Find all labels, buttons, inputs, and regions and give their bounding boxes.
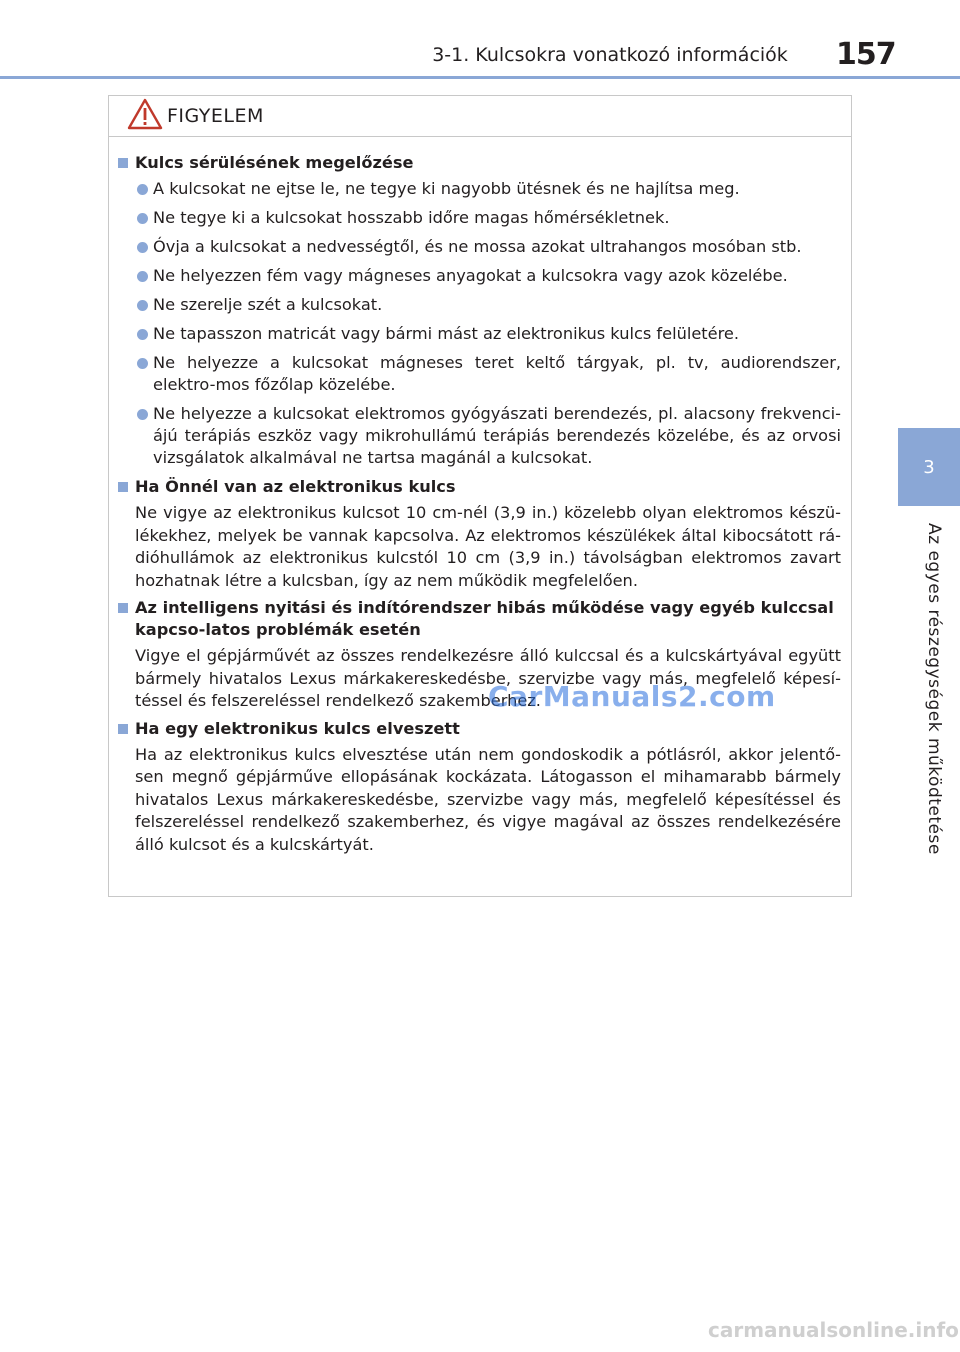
list-item: Ne szerelje szét a kulcsokat. — [109, 294, 851, 316]
page-number: 157 — [836, 37, 896, 72]
warning-content — [109, 152, 851, 861]
warning-title: FIGYELEM — [167, 105, 264, 127]
warning-box — [108, 95, 852, 897]
list-item: Ne helyezzen fém vagy mágneses anyagokat a kulcsokra vagy azok közelébe. — [109, 265, 851, 287]
list-item: A kulcsokat ne ejtse le, ne tegye ki nagyobb ütésnek és ne hajlítsa meg. — [109, 178, 851, 200]
square-bullet-icon — [118, 482, 128, 492]
circle-bullet-icon — [137, 184, 148, 195]
header-rule — [0, 76, 960, 79]
circle-bullet-icon — [137, 271, 148, 282]
section-heading: Az intelligens nyitási és indítórendszer hibás működése vagy egyéb kulccsal kapcso-latos problémák esetén — [109, 597, 851, 641]
circle-bullet-icon — [137, 213, 148, 224]
section-heading: Kulcs sérülésének megelőzése — [109, 152, 851, 174]
circle-bullet-icon — [137, 300, 148, 311]
square-bullet-icon — [118, 158, 128, 168]
chapter-title: Az egyes részegységek működtetése — [924, 523, 944, 855]
section-text: Vigye el gépjárművét az összes rendelkezésre álló kulccsal és a kulcskártyával együtt bármely hivatalos Lexus márkakereskedésbe, szervizbe vagy más, megfelelő képesí-téssel és felszereléssel rendelkező szakemberhez. — [135, 646, 841, 710]
list-item: Ne helyezze a kulcsokat elektromos gyógyászati berendezés, pl. alacsony frekvenci-ájú terápiás eszköz vagy mikrohullámú terápiás berendezés közelébe, és az orvosi vizsgálatok alkalmával ne tartsa magánál a kulcsokat. — [109, 403, 851, 469]
list-item: Óvja a kulcsokat a nedvességtől, és ne mossa azokat ultrahangos mosóban stb. — [109, 236, 851, 258]
square-bullet-icon — [118, 724, 128, 734]
footer-watermark: carmanualsonline.info — [708, 1318, 959, 1342]
circle-bullet-icon — [137, 242, 148, 253]
warning-triangle-icon — [127, 98, 163, 130]
warning-header — [109, 96, 851, 137]
section-heading: Ha Önnél van az elektronikus kulcs — [109, 476, 851, 498]
section-title: 3-1. Kulcsokra vonatkozó információk — [432, 44, 788, 66]
chapter-tab — [898, 428, 960, 506]
section-text: Ha az elektronikus kulcs elvesztése után nem gondoskodik a pótlásról, akkor jelentő-sen megnő gépjárműve ellopásának kockázata. Látogasson el mihamarabb bármely hivatalos Lexus márkakereskedésbe, szervizbe vagy más, megfelelő képesítéssel és felszereléssel rendelkező szakemberhez, és vigye magával az összes rendelkezésére álló kulcsot és a kulcskártyát. — [135, 744, 841, 854]
circle-bullet-icon — [137, 409, 148, 420]
square-bullet-icon — [118, 603, 128, 613]
list-item: Ne tapasszon matricát vagy bármi mást az elektronikus kulcs felületére. — [109, 323, 851, 345]
chapter-number: 3 — [923, 456, 935, 478]
section-text: Ne vigye az elektronikus kulcsot 10 cm-nél (3,9 in.) közelebb olyan elektromos készü-lékekhez, melyek be vannak kapcsolva. Az elektromos készülékek által kibocsátott rá-dióhullámok az elektronikus kulcstól 10 cm (3,9 in.) távolságban elektromos zavart hozhatnak létre a kulcsban, így az nem működik megfelelően. — [135, 503, 841, 590]
watermark-logo: CarManuals2.com — [488, 680, 776, 713]
list-item: Ne helyezze a kulcsokat mágneses teret keltő tárgyak, pl. tv, audiorendszer, elektro-mos főzőlap közelébe. — [109, 352, 851, 396]
section-heading: Ha egy elektronikus kulcs elveszett — [109, 718, 851, 740]
circle-bullet-icon — [137, 329, 148, 340]
circle-bullet-icon — [137, 358, 148, 369]
list-item: Ne tegye ki a kulcsokat hosszabb időre magas hőmérsékletnek. — [109, 207, 851, 229]
